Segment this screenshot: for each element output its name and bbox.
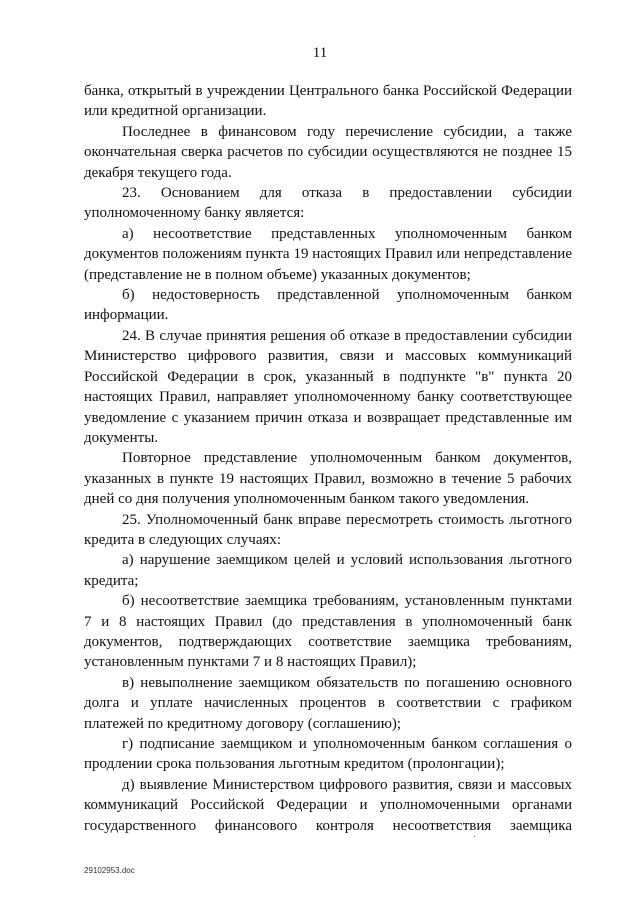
paragraph-bank-continuation: банка, открытый в учреждении Центрального банка Российской Федерации или кредитной организации. bbox=[84, 83, 572, 120]
paragraph-resubmission: Повторное представление уполномоченным банком документов, указанных в пункте 19 настоящих Правил, возможно в течение 5 рабочих дней со дня получения уполномоченным банком такого уведомления. bbox=[84, 450, 572, 508]
paragraph-24: 24. В случае принятия решения об отказе в предоставлении субсидии Министерство цифрового развития, связи и массовых коммуникаций Российской Федерации в срок, указанный в подпункте "в" пункта 20 настоящих Правил, направляет уполномоченному банку соответствующее уведомление с указанием причин отказа и возвращает представленные им документы. bbox=[84, 327, 572, 446]
paragraph-23-a: а) несоответствие представленных уполномоченным банком документов положениям пункта 19 настоящих Правил или непредставление (представление не в полном объеме) указанных документов; bbox=[84, 225, 572, 283]
paragraph-25-d: д) выявление Министерством цифрового развития, связи и массовых коммуникаций Российской Федерации и уполномоченными органами государственного финансового контроля несоответствия заемщика bbox=[84, 776, 572, 834]
scan-mark: · bbox=[473, 831, 476, 841]
paragraph-last-transfer: Последнее в финансовом году перечисление субсидии, а также окончательная сверка расчетов по субсидии осуществляются не позднее 15 декабря текущего года. bbox=[84, 123, 572, 181]
footer-filename: 29102953.doc bbox=[84, 866, 135, 875]
paragraph-23-b: б) недостоверность представленной уполномоченным банком информации. bbox=[84, 287, 572, 324]
paragraph-25-a: а) нарушение заемщиком целей и условий использования льготного кредита; bbox=[84, 552, 572, 589]
paragraph-25-g: г) подписание заемщиком и уполномоченным банком соглашения о продлении срока пользования льготным кредитом (пролонгации); bbox=[84, 736, 572, 773]
paragraph-25: 25. Уполномоченный банк вправе пересмотреть стоимость льготного кредита в следующих случаях: bbox=[84, 511, 572, 548]
paragraph-23: 23. Основанием для отказа в предоставлении субсидии уполномоченному банку является: bbox=[84, 185, 572, 222]
document-body bbox=[84, 81, 572, 836]
page-number: 11 bbox=[312, 45, 328, 61]
paragraph-25-b: б) несоответствие заемщика требованиям, установленным пунктами 7 и 8 настоящих Правил (до представления в уполномоченный банк документов, подтверждающих соответствие заемщика требованиям, установленным пунктами 7 и 8 настоящих Правил); bbox=[84, 593, 572, 671]
paragraph-25-v: в) невыполнение заемщиком обязательств по погашению основного долга и уплате начисленных процентов в соответствии с графиком платежей по кредитному договору (соглашению); bbox=[84, 674, 572, 732]
